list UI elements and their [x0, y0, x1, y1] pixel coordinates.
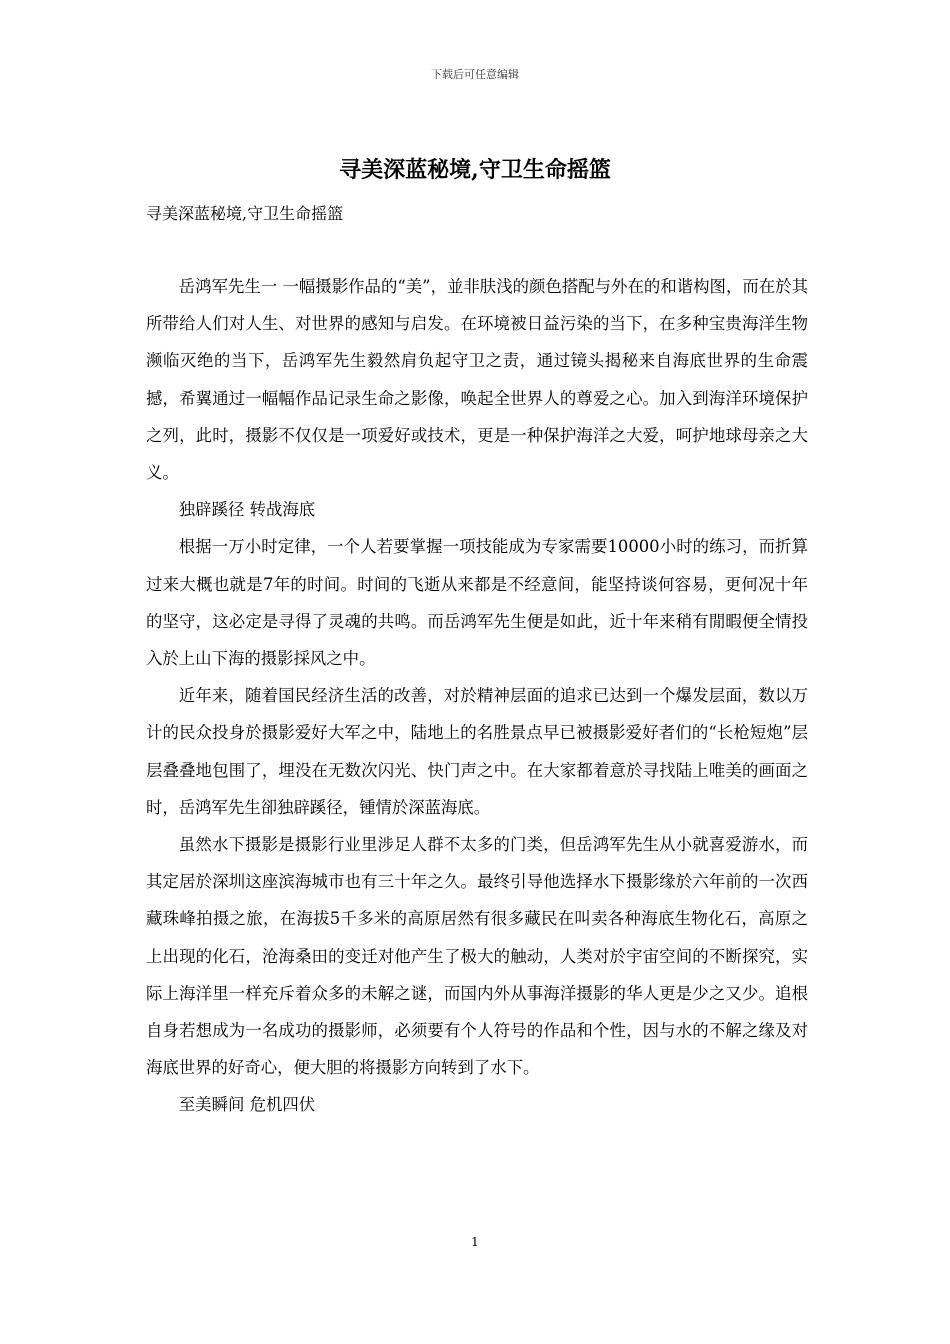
- document-title: 寻美深蓝秘境,守卫生命摇篮: [339, 157, 611, 183]
- document-subtitle: 寻美深蓝秘境,守卫生命摇篮: [146, 204, 344, 223]
- paragraph-intro: 岳鸿军先生一 一幅摄影作品的“美”，並非肤浅的颜色搭配与外在的和谐构图，而在於其所带给人们对人生、对世界的感知与启发。在环境被日益污染的当下，在多种宝贵海洋生物濒临灭绝的当下，岳鸿军先生毅然肩负起守卫之责，通过镜头揭秘来自海底世界的生命震撼，希翼通过一幅幅作品记录生命之影像，唤起全世界人的尊爱之心。加入到海洋环境保护之列，此时，摄影不仅仅是一项爱好或技术，更是一种保护海洋之大爱，呵护地球母亲之大义。: [146, 277, 808, 483]
- section-heading: 独辟蹊径 转战海底: [178, 500, 316, 520]
- paragraph: 虽然水下摄影是摄影行业里涉足人群不太多的门类，但岳鸿军先生从小就喜爱游水，而其定居於深圳这座滨海城市也有三十年之久。最终引导他选择水下摄影缘於六年前的一次西藏珠峰拍摄之旅，在海拔5千多米的高原居然有很多藏民在叫卖各种海底生物化石，高原之上出现的化石，沧海桑田的变迁对他产生了极大的触动，人类对於宇宙空间的不断探究，实际上海洋里一样充斥着众多的未解之谜，而国内外从事海洋摄影的华人更是少之又少。追根自身若想成为一名成功的摄影师，必须要有个人符号的作品和个性，因与水的不解之缘及对海底世界的好奇心，便大胆的将摄影方向转到了水下。: [146, 835, 808, 1078]
- section-heading: 至美瞬间 危机四伏: [178, 1095, 316, 1115]
- page-number: 1: [471, 1235, 479, 1249]
- header-note: 下载后可任意编辑: [431, 68, 519, 81]
- paragraph: 近年来，随着国民经济生活的改善，对於精神层面的追求已达到一个爆发层面，数以万计的民众投身於摄影爱好大军之中，陆地上的名胜景点早已被摄影爱好者们的“长枪短炮”层层叠叠地包围了，埋没在无数次闪光、快门声之中。在大家都着意於寻找陆上唯美的画面之时，岳鸿军先生卻独辟蹊径，锺情於深蓝海底。: [146, 686, 808, 817]
- document-body: [146, 268, 808, 1124]
- paragraph: 根据一万小时定律，一个人若要掌握一项技能成为专家需要10000小时的练习，而折算过来大概也就是7年的时间。时间的飞逝从来都是不经意间，能坚持谈何容易，更何况十年的坚守，这必定是寻得了灵魂的共鸣。而岳鸿军先生便是如此，近十年来稍有閒暇便全情投入於上山下海的摄影採风之中。: [146, 537, 808, 669]
